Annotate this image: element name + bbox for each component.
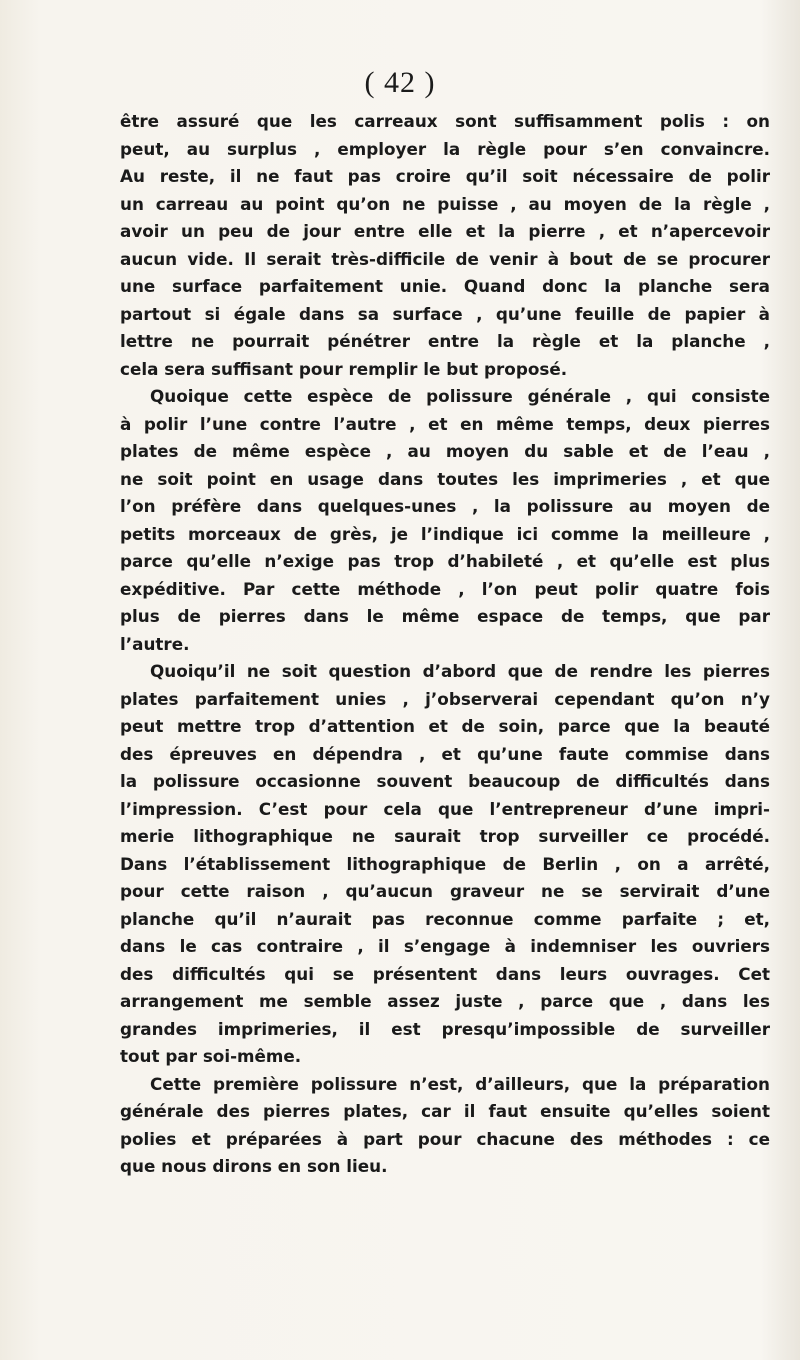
body-text (120, 108, 770, 1181)
text-line: parce qu’elle n’exige pas trop d’habileté , et qu’elle est plus (120, 551, 770, 571)
text-line: plates parfaitement unies , j’observerai cependant qu’on n’y (120, 688, 770, 709)
text-line: tout par soi-même. (120, 1046, 302, 1066)
text-line: cela sera suffisant pour remplir le but proposé. (120, 358, 568, 379)
paragraph (120, 383, 770, 658)
text-line: plates de même espèce , au moyen du sable et de l’eau , (120, 441, 770, 461)
text-line: Dans l’établissement lithographique de Berlin , on a arrêté, (120, 853, 770, 874)
text-line: peut, au surplus , employer la règle pour s’en convaincre. (120, 138, 770, 159)
text-line: partout si égale dans sa surface , qu’une feuille de papier à (120, 303, 770, 324)
text-line: dans le cas contraire , il s’engage à indemniser les ouvriers (120, 936, 770, 956)
paragraph (120, 1071, 770, 1181)
text-line: à polir l’une contre l’autre , et en même temps, deux pierres (120, 413, 770, 434)
text-line: planche qu’il n’aurait pas reconnue comme parfaite ; et, (120, 908, 770, 929)
paragraph (120, 658, 770, 1071)
text-line: expéditive. Par cette méthode , l’on peut polir quatre fois (120, 578, 770, 599)
text-line: grandes imprimeries, il est presqu’impossible de surveiller (120, 1018, 770, 1039)
text-line: un carreau au point qu’on ne puisse , au moyen de la règle , (120, 193, 770, 214)
text-line: Cette première polissure n’est, d’ailleurs, que la préparation (150, 1073, 770, 1094)
text-line: Quoiqu’il ne soit question d’abord que de rendre les pierres (150, 661, 770, 681)
text-line: la polissure occasionne souvent beaucoup de difficultés dans (120, 771, 770, 791)
text-line: des épreuves en dépendra , et qu’une faute commise dans (120, 743, 770, 764)
text-line: lettre ne pourrait pénétrer entre la règle et la planche , (120, 331, 770, 351)
text-line: merie lithographique ne saurait trop surveiller ce procédé. (120, 826, 770, 846)
text-line: arrangement me semble assez juste , parce que , dans les (120, 991, 770, 1011)
page-number: ( 42 ) (364, 66, 436, 99)
text-line: Au reste, il ne faut pas croire qu’il soit nécessaire de polir (120, 166, 770, 186)
text-line: être assuré que les carreaux sont suffisamment polis : on (120, 111, 770, 131)
text-line: aucun vide. Il serait très-difficile de venir à bout de se procurer (120, 248, 770, 269)
text-line: polies et préparées à part pour chacune des méthodes : ce (120, 1128, 770, 1149)
text-line: l’autre. (120, 633, 190, 654)
text-line: pour cette raison , qu’aucun graveur ne se servirait d’une (120, 881, 770, 901)
text-line: petits morceaux de grès, je l’indique ici comme la meilleure , (120, 523, 770, 544)
text-line: l’on préfère dans quelques-unes , la polissure au moyen de (120, 496, 770, 516)
text-line: générale des pierres plates, car il faut ensuite qu’elles soient (120, 1101, 770, 1121)
text-line: l’impression. C’est pour cela que l’entrepreneur d’une impri- (120, 798, 770, 819)
paragraph (120, 108, 770, 383)
text-line: Quoique cette espèce de polissure générale , qui consiste (150, 386, 770, 406)
text-line: plus de pierres dans le même espace de temps, que par (120, 606, 770, 626)
text-line: avoir un peu de jour entre elle et la pierre , et n’apercevoir (120, 221, 770, 241)
text-line: des difficultés qui se présentent dans leurs ouvrages. Cet (120, 963, 770, 984)
text-line: peut mettre trop d’attention et de soin, parce que la beauté (120, 716, 770, 736)
text-line: une surface parfaitement unie. Quand donc la planche sera (120, 276, 770, 296)
text-line: ne soit point en usage dans toutes les imprimeries , et que (120, 468, 770, 489)
text-line: que nous dirons en son lieu. (120, 1156, 388, 1176)
